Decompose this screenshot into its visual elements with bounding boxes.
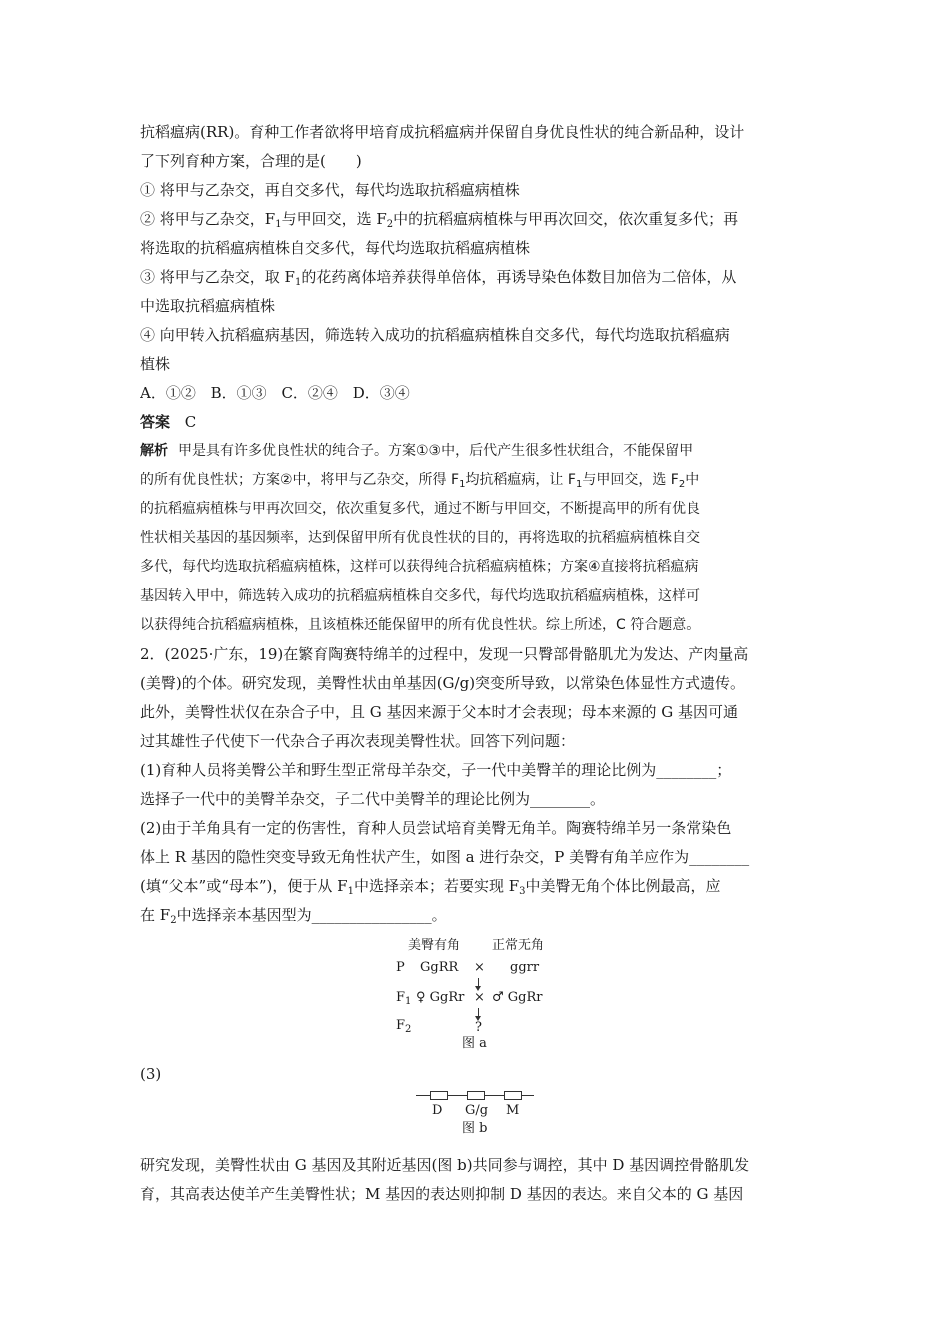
q2-stem-line-1: 2．(2025·广东，19)在繁育陶赛特绵羊的过程中，发现一只臀部骨骼肌尤为发达、产肉量高 — [140, 645, 749, 663]
q2-part2-line-4: 在 $F_2$中选择亲本基因型为________________。 — [140, 906, 447, 926]
f1-cross-symbol: × — [474, 990, 485, 1005]
q1-stem-line-2: 了下列育种方案，合理的是( ) — [140, 152, 362, 170]
p-left-genotype: GgRR — [420, 960, 459, 975]
choice-c: C．②④ — [281, 384, 338, 402]
q2-part3-line-2: 育，其高表达使羊产生美臀性状；M 基因的表达则抑制 D 基因的表达。来自父本的 G 基因 — [140, 1185, 744, 1203]
q1-analysis-line-3: 的抗稻瘟病植株与甲再次回交，依次重复多代，通过不断与甲回交，不断提高甲的所有优良 — [140, 501, 700, 517]
q1-answer — [140, 408, 812, 437]
col2-header: 正常无角 — [492, 938, 545, 953]
answer-value: C — [184, 413, 197, 431]
analysis-label: 解析 — [140, 443, 168, 459]
p-cross-symbol: × — [474, 960, 485, 975]
q1-analysis-line-1: 解析 甲是具有许多优良性状的纯合子。方案①③中，后代产生很多性状组合，不能保留甲 — [140, 443, 694, 459]
gene-g-box — [467, 1091, 485, 1100]
q1-choices — [140, 379, 812, 408]
gene-d-box — [430, 1091, 448, 1100]
q1-analysis-line-4: 性状相关基因的基因频率，达到保留甲所有优良性状的目的，再将选取的抗稻瘟病植株自交 — [140, 530, 700, 546]
gene-m-box — [504, 1091, 522, 1100]
q1-analysis-line-6: 基因转入甲中，筛选转入成功的抗稻瘟病植株自交多代，每代均选取抗稻瘟病植株，这样可 — [140, 588, 700, 604]
q1-stem-line-1: 抗稻瘟病(RR)。育种工作者欲将甲培育成抗稻瘟病并保留自身优良性状的纯合新品种，设计 — [140, 123, 745, 141]
f2-label: $F_2$ — [396, 1018, 412, 1035]
gene-g-label: G/g — [465, 1103, 489, 1118]
q1-analysis-line-2: 的所有优良性状；方案②中，将甲与乙杂交，所得 $F_1$均抗稻瘟病，让 $F_1$与甲回交，选 $F_2$中 — [140, 472, 700, 490]
f1-male-genotype: ♂ GgRr — [492, 990, 543, 1005]
q1-option-2-cont: 将选取的抗稻瘟病植株自交多代，每代均选取抗稻瘟病植株 — [140, 239, 531, 257]
q1-option-4-cont: 植株 — [140, 355, 171, 373]
q2-part2-line-1: (2)由于羊角具有一定的伤害性，育种人员尝试培育美臀无角羊。陶赛特绵羊另一条常染色 — [140, 819, 732, 837]
answer-label: 答案 — [140, 413, 171, 431]
document-page — [140, 118, 812, 1209]
q2-part3-line-1: 研究发现，美臀性状由 G 基因及其附近基因(图 b)共同参与调控，其中 D 基因调控骨骼肌发 — [140, 1156, 750, 1174]
p-to-f1-arrow — [478, 978, 479, 988]
choice-a: A．①② — [140, 384, 196, 402]
choice-d: D．③④ — [352, 384, 410, 402]
f2-result: ? — [475, 1020, 482, 1035]
q2-stem-line-2: (美臀)的个体。研究发现，美臀性状由单基因(G/g)突变所导致，以常染色体显性方式遗传。 — [140, 674, 746, 692]
figure-a-cross-diagram — [140, 934, 812, 1054]
q1-option-4: ④ 向甲转入抗稻瘟病基因，筛选转入成功的抗稻瘟病植株自交多代，每代均选取抗稻瘟病 — [140, 326, 730, 344]
f1-female-genotype: ♀ GgRr — [416, 990, 465, 1005]
q2-stem-line-3: 此外，美臀性状仅在杂合子中，且 G 基因来源于父本时才会表现；母本来源的 G 基因可通 — [140, 703, 739, 721]
gene-d-label: D — [432, 1103, 443, 1118]
choice-b: B．①③ — [210, 384, 267, 402]
p-label: P — [396, 960, 405, 975]
figure-a-caption: 图 a — [462, 1036, 487, 1051]
f1-to-f2-arrow — [478, 1008, 479, 1018]
figure-b-gene-map — [140, 1089, 812, 1151]
q2-part2-line-2: 体上 R 基因的隐性突变导致无角性状产生，如图 a 进行杂交，P 美臀有角羊应作为________ — [140, 848, 750, 866]
q2-stem-line-4: 过其雄性子代使下一代杂合子再次表现美臀性状。回答下列问题： — [140, 732, 576, 750]
q2-part2-line-3: (填“父本”或“母本”)，便于从 $F_1$中选择亲本；若要实现 $F_3$中美臀无角个体比例最高，应 — [140, 877, 721, 897]
q1-option-3-cont: 中选取抗稻瘟病植株 — [140, 297, 276, 315]
figure-b-caption: 图 b — [462, 1121, 488, 1136]
gene-m-label: M — [506, 1103, 520, 1118]
q2-part1-line-2: 选择子一代中的美臀羊杂交，子二代中美臀羊的理论比例为________。 — [140, 790, 606, 808]
f1-label: $F_1$ — [396, 990, 412, 1007]
q1-analysis-line-7: 以获得纯合抗稻瘟病植株，且该植株还能保留甲的所有优良性状。综上所述，C 符合题意。 — [140, 617, 701, 633]
q1-option-3: ③ 将甲与乙杂交，取 $F_1$的花药离体培养获得单倍体，再诱导染色体数目加倍为二倍体，从 — [140, 268, 737, 288]
q1-option-2: ② 将甲与乙杂交，$F_1$与甲回交，选 $F_2$中的抗稻瘟病植株与甲再次回交，依次重复多代；再 — [140, 210, 739, 230]
q2-part3-label: (3) — [140, 1065, 162, 1083]
p-right-genotype: ggrr — [510, 960, 540, 975]
col1-header: 美臀有角 — [408, 938, 461, 953]
q2-part1-line-1: (1)育种人员将美臀公羊和野生型正常母羊杂交，子一代中美臀羊的理论比例为________； — [140, 761, 732, 779]
q1-analysis-line-5: 多代，每代均选取抗稻瘟病植株，这样可以获得纯合抗稻瘟病植株；方案④直接将抗稻瘟病 — [140, 559, 699, 575]
q1-option-1: ① 将甲与乙杂交，再自交多代，每代均选取抗稻瘟病植株 — [140, 181, 520, 199]
